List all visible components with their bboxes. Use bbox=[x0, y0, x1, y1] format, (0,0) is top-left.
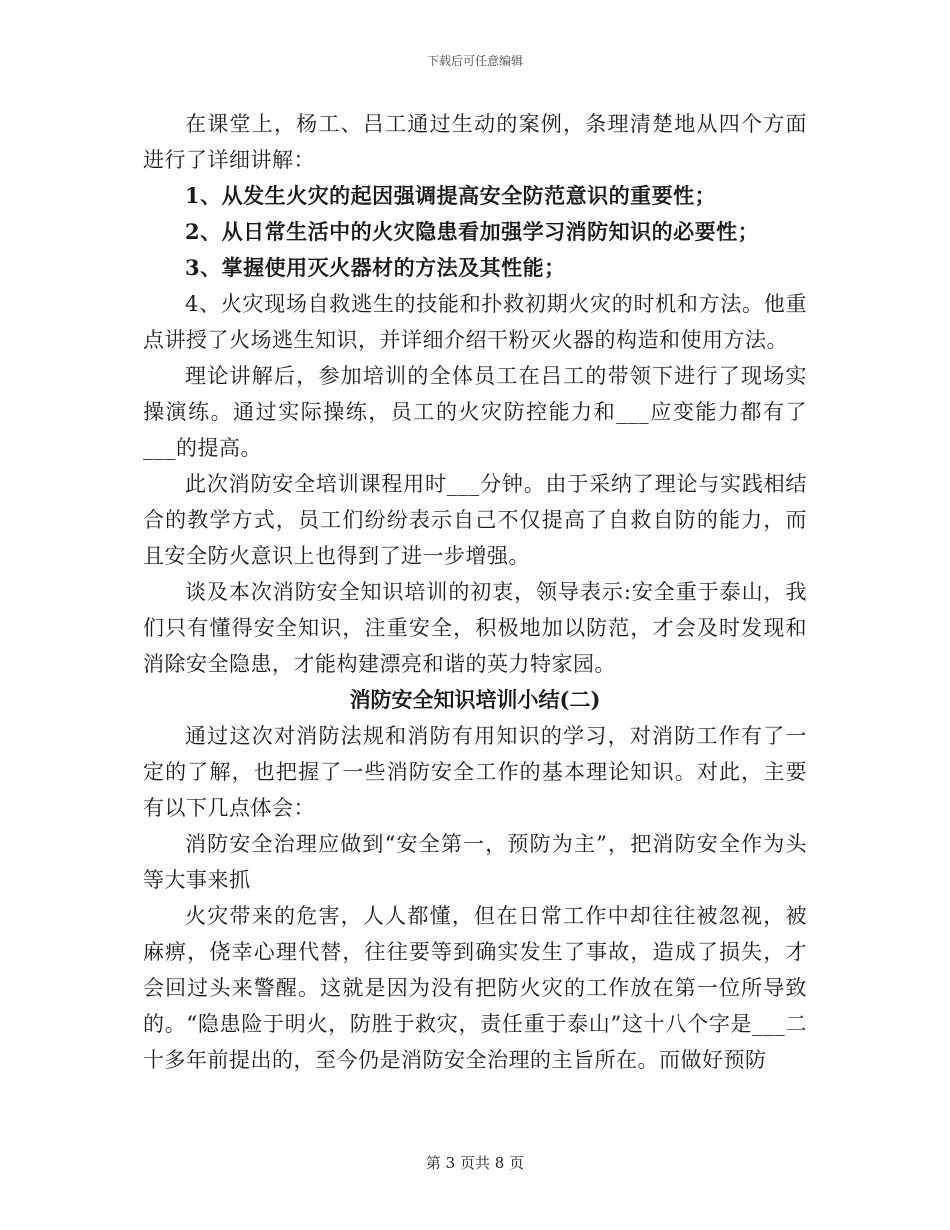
list-item-2: 2、从日常生活中的火灾隐患看加强学习消防知识的必要性； bbox=[185, 219, 760, 244]
page-number: 第 3 页共 8 页 bbox=[425, 1154, 525, 1172]
list-item-3: 3、掌握使用灭火器材的方法及其性能； bbox=[185, 255, 566, 280]
paragraph-practice: 理论讲解后，参加培训的全体员工在吕工的带领下进行了现场实操演练。通过实际操练，员工的火灾防控能力和___应变能力都有了___的提高。 bbox=[143, 364, 807, 460]
paragraph-summary: 通过这次对消防法规和消防有用知识的学习，对消防工作有了一定的了解，也把握了一些消防安全工作的基本理论知识。对此，主要有以下几点体会： bbox=[143, 724, 807, 820]
paragraph-purpose: 谈及本次消防安全知识培训的初衷，领导表示:安全重于泰山，我们只有懂得安全知识，注重安全，积极地加以防范，才会及时发现和消除安全隐患，才能构建漂亮和谐的英力特家园。 bbox=[143, 580, 807, 676]
list-item-4: 4、火灾现场自救逃生的技能和扑救初期火灾的时机和方法。他重点讲授了火场逃生知识，并详细介绍干粉灭火器的构造和使用方法。 bbox=[143, 292, 807, 352]
section-title: 消防安全知识培训小结(二) bbox=[349, 687, 601, 712]
document-body bbox=[143, 106, 807, 1078]
list-item-1: 1、从发生火灾的起因强调提高安全防范意识的重要性； bbox=[185, 183, 717, 208]
paragraph-duration: 此次消防安全培训课程用时___分钟。由于采纳了理论与实践相结合的教学方式，员工们纷纷表示自己不仅提高了自救自防的能力，而且安全防火意识上也得到了进一步增强。 bbox=[143, 472, 807, 568]
header-note: 下载后可任意编辑 bbox=[426, 54, 523, 68]
paragraph-hazards: 火灾带来的危害，人人都懂，但在日常工作中却往往被忽视，被麻痹，侥幸心理代替，往往要等到确实发生了事故，造成了损失，才会回过头来警醒。这就是因为没有把防火灾的工作放在第一位所导致的。“隐患险于明火，防胜于救灾，责任重于泰山”这十八个字是___二十多年前提出的，至今仍是消防安全治理的主旨所在。而做好预防 bbox=[143, 904, 807, 1072]
paragraph-principle: 消防安全治理应做到“安全第一，预防为主”，把消防安全作为头等大事来抓 bbox=[143, 832, 807, 892]
paragraph-intro: 在课堂上，杨工、吕工通过生动的案例，条理清楚地从四个方面进行了详细讲解： bbox=[143, 112, 807, 172]
